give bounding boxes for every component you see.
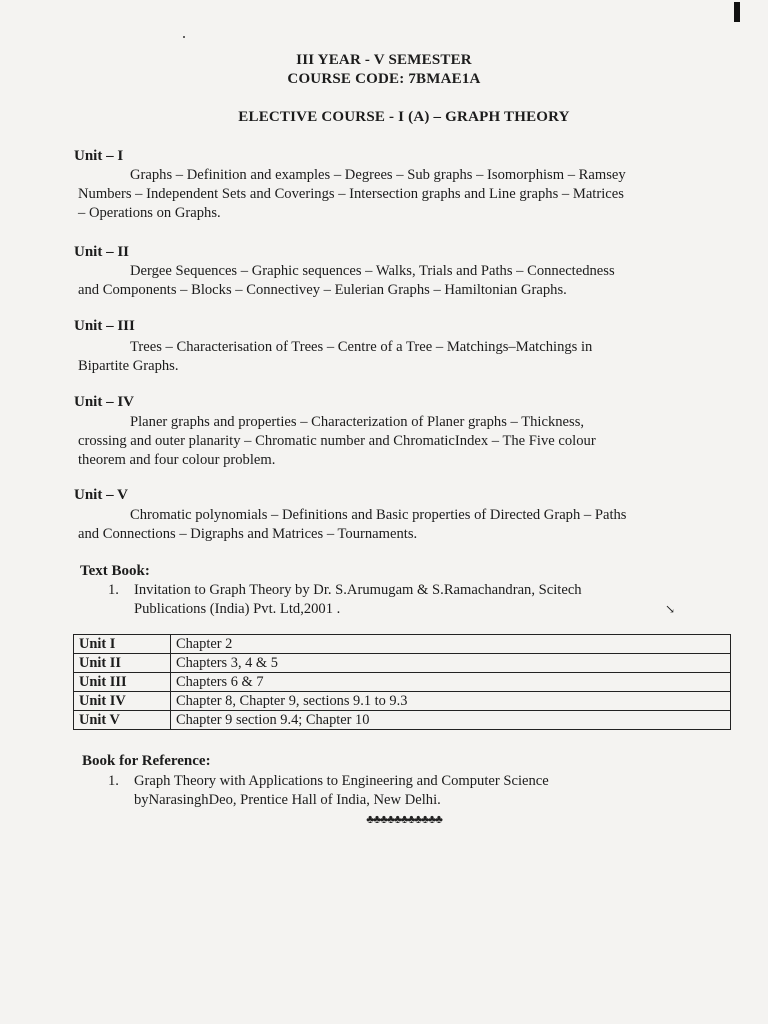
unit-1-title: Unit – I [74, 148, 124, 164]
unit-5-content [78, 506, 728, 544]
unit-3-content [78, 338, 728, 376]
ornament-divider: ♣♣♣♣♣♣♣♣♣♣♣ [366, 812, 442, 826]
reference-item [108, 772, 549, 810]
table-row [74, 654, 731, 673]
reference-title: Book for Reference: [82, 753, 211, 769]
table-cell-chapters: Chapters 6 & 7 [171, 673, 731, 692]
unit-3-title: Unit – III [74, 318, 135, 334]
table-row [74, 692, 731, 711]
text-book-line-2: Publications (India) Pvt. Ltd,2001 . [134, 601, 341, 617]
unit-1-line-3: – Operations on Graphs. [78, 205, 221, 221]
year-semester-heading: III YEAR - V SEMESTER [296, 52, 472, 68]
unit-3-line-2: Bipartite Graphs. [78, 358, 179, 374]
unit-4-line-1: Planer graphs and properties – Characterization of Planer graphs – Thickness, [130, 414, 585, 430]
scan-dot [183, 36, 185, 38]
table-cell-unit: Unit IV [74, 692, 171, 711]
scan-mark [734, 2, 740, 22]
table-cell-unit: Unit II [74, 654, 171, 673]
text-book-item-number: 1. [108, 582, 119, 598]
table-cell-chapters: Chapter 2 [171, 635, 731, 654]
unit-1-line-2: Numbers – Independent Sets and Coverings – Intersection graphs and Line graphs – Matrices [78, 186, 624, 202]
table-cell-unit: Unit III [74, 673, 171, 692]
table-cell-unit: Unit V [74, 711, 171, 730]
reference-line-2: byNarasinghDeo, Prentice Hall of India, New Delhi. [134, 792, 441, 808]
unit-3-line-1: Trees – Characterisation of Trees – Centre of a Tree – Matchings–Matchings in [130, 339, 593, 355]
unit-4-content [78, 413, 728, 470]
text-book-item [108, 581, 582, 619]
table-row [74, 673, 731, 692]
unit-2-title: Unit – II [74, 244, 130, 260]
text-book-title: Text Book: [80, 563, 150, 579]
unit-5-line-1: Chromatic polynomials – Definitions and Basic properties of Directed Graph – Paths [130, 507, 627, 523]
unit-2-content [78, 262, 728, 300]
unit-5-line-2: and Connections – Digraphs and Matrices – Tournaments. [78, 526, 418, 542]
unit-4-line-3: theorem and four colour problem. [78, 452, 276, 468]
course-code-heading: COURSE CODE: 7BMAE1A [287, 71, 481, 87]
unit-5-title: Unit – V [74, 487, 128, 503]
reference-item-number: 1. [108, 773, 119, 789]
text-book-line-1: Invitation to Graph Theory by Dr. S.Arumugam & S.Ramachandran, Scitech [134, 582, 582, 598]
unit-4-title: Unit – IV [74, 394, 135, 410]
table-cell-chapters: Chapter 9 section 9.4; Chapter 10 [171, 711, 731, 730]
table-cell-unit: Unit I [74, 635, 171, 654]
unit-2-line-1: Dergee Sequences – Graphic sequences – Walks, Trials and Paths – Connectedness [130, 263, 615, 279]
unit-1-line-1: Graphs – Definition and examples – Degrees – Sub graphs – Isomorphism – Ramsey [130, 167, 626, 183]
unit-4-line-2: crossing and outer planarity – Chromatic number and ChromaticIndex – The Five colour [78, 433, 596, 449]
unit-2-line-2: and Components – Blocks – Connectivey – Eulerian Graphs – Hamiltonian Graphs. [78, 282, 567, 298]
course-title-heading: ELECTIVE COURSE - I (A) – GRAPH THEORY [238, 109, 570, 125]
table-cell-chapters: Chapters 3, 4 & 5 [171, 654, 731, 673]
table-row [74, 635, 731, 654]
table-cell-chapters: Chapter 8, Chapter 9, sections 9.1 to 9.3 [171, 692, 731, 711]
pen-mark: ↘ [665, 602, 676, 616]
chapters-table [73, 634, 731, 730]
unit-1-content [78, 166, 728, 223]
table-row [74, 711, 731, 730]
reference-line-1: Graph Theory with Applications to Engineering and Computer Science [134, 773, 549, 789]
